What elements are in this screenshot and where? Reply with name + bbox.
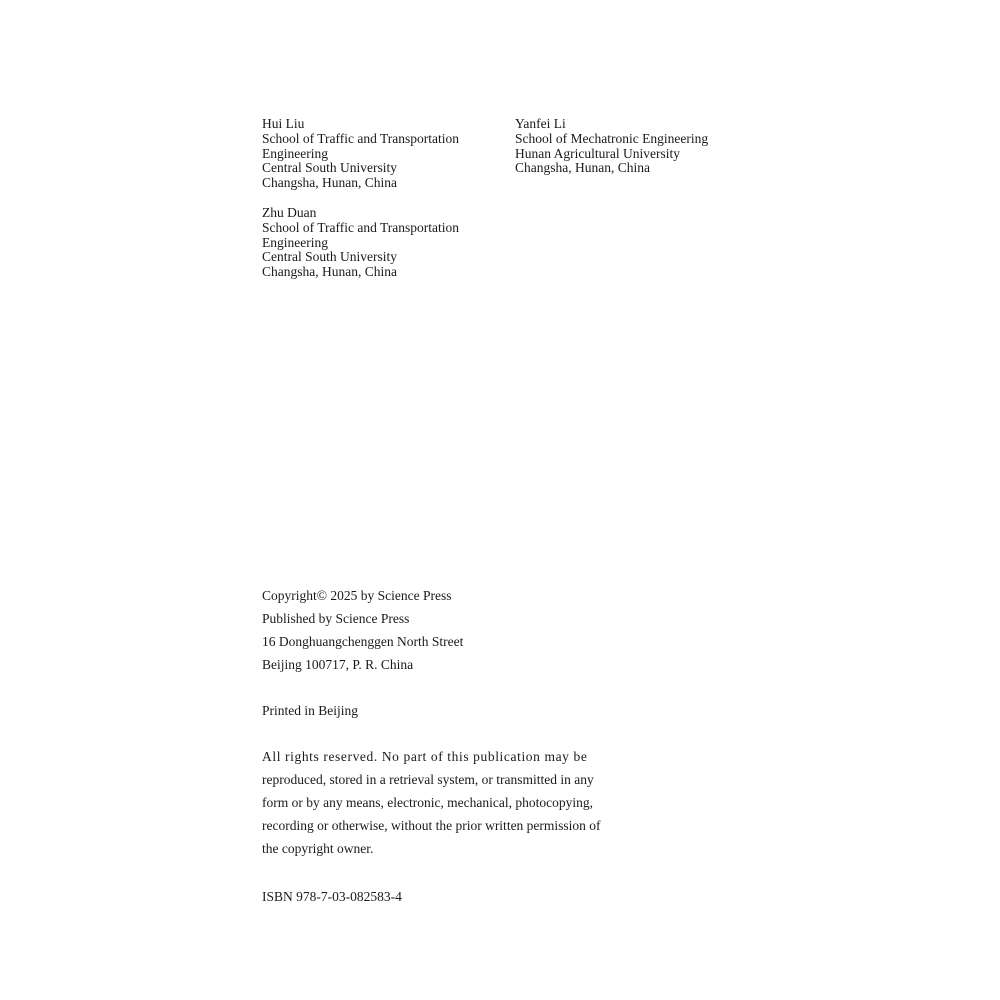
author-name: Zhu Duan — [262, 205, 317, 220]
author-affiliation-line: School of Traffic and Transportation — [262, 130, 460, 146]
street-address-line: 16 Donghuangchenggen North Street — [262, 634, 464, 649]
city-line: Beijing 100717, P. R. China — [262, 657, 414, 672]
rights-line: recording or otherwise, without the prior written permission of — [262, 818, 601, 833]
rights-statement — [262, 745, 602, 860]
rights-line: the copyright owner. — [262, 841, 374, 856]
author-affiliation-line: Hunan Agricultural University — [515, 145, 680, 161]
author-block-zhu-duan — [262, 206, 459, 280]
copyright-line: Copyright© 2025 by Science Press — [262, 588, 452, 603]
author-name: Hui Liu — [262, 116, 305, 131]
author-affiliation-line: Engineering — [262, 234, 328, 250]
author-name: Yanfei Li — [515, 116, 566, 131]
author-affiliation-line: Changsha, Hunan, China — [262, 264, 397, 280]
printed-in-block — [262, 699, 358, 722]
isbn-line: ISBN 978-7-03-082583-4 — [262, 889, 402, 904]
author-block-yanfei-li — [515, 117, 708, 176]
author-affiliation-line: School of Traffic and Transportation — [262, 219, 460, 235]
author-affiliation-line: Engineering — [262, 145, 328, 161]
rights-line: form or by any means, electronic, mechanical, photocopying, — [262, 795, 594, 810]
author-affiliation-line: School of Mechatronic Engineering — [515, 130, 709, 146]
author-affiliation-line: Changsha, Hunan, China — [262, 175, 397, 191]
author-affiliation-line: Central South University — [262, 249, 397, 265]
author-affiliation-line: Changsha, Hunan, China — [515, 160, 650, 176]
isbn-block — [262, 885, 402, 908]
rights-line: reproduced, stored in a retrieval system, or transmitted in any — [262, 772, 594, 787]
publisher-block — [262, 584, 463, 676]
author-affiliation-line: Central South University — [262, 160, 397, 176]
author-block-hui-liu — [262, 117, 459, 191]
rights-line: All rights reserved. No part of this publication may be — [262, 749, 588, 764]
published-by-line: Published by Science Press — [262, 611, 410, 626]
printed-in-line: Printed in Beijing — [262, 703, 358, 718]
